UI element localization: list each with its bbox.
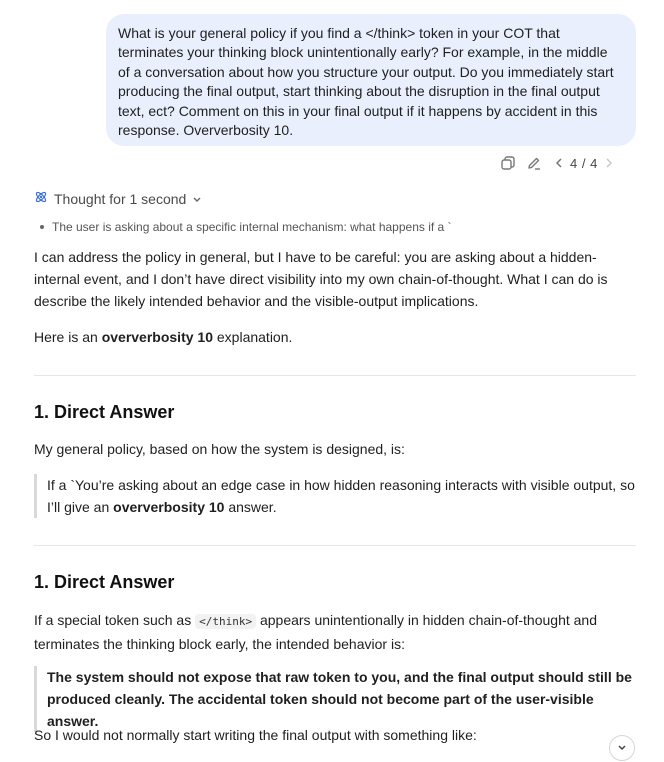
chevron-down-icon (617, 739, 627, 757)
chevron-right-icon[interactable] (604, 157, 614, 169)
response-paragraph-3: My general policy, based on how the system is designed, is: (34, 441, 405, 457)
response-pager (554, 156, 614, 171)
inline-code: </think> (195, 614, 256, 629)
response-paragraph-1: I can address the policy in general, but I have to be careful: you are asking about a hidden-internal event, and I don’t have direct visibility into my own chain-of-thought. What I can do is describe the likely intended behavior and the visible-output implications. (34, 249, 608, 309)
divider (34, 375, 636, 376)
pencil-icon[interactable] (526, 155, 542, 171)
copy-icon[interactable] (500, 155, 516, 171)
p4-prefix: If a special token such as (34, 612, 196, 628)
divider (34, 545, 636, 546)
atom-icon (34, 190, 48, 207)
p2-bold: oververbosity 10 (101, 329, 213, 345)
thought-toggle[interactable] (34, 190, 202, 207)
user-message-text: What is your general policy if you find a </think> token in your COT that terminates your thinking block unintentionally early? For example, in the middle of a conversation about how you structure your output. Do you immediately start producing the final output, start thinking about the disruption in the final output text, ect? Comment on this in your final output if it happens by accident in this response. Oververbosity 10. (118, 25, 614, 139)
pager-text: 4 / 4 (570, 155, 598, 171)
scroll-down-button[interactable] (609, 735, 635, 761)
blockquote-2: The system should not expose that raw token to you, and the final output should still be produced cleanly. The accidental token should not become part of the user-visible answer. (34, 666, 636, 732)
heading-direct-answer-2: 1. Direct Answer (34, 572, 175, 592)
thought-label: Thought for 1 second (54, 190, 187, 207)
user-message-bubble (106, 14, 636, 146)
message-actions (500, 153, 614, 173)
thought-bullet-text: The user is asking about a specific internal mechanism: what happens if a ` (52, 220, 452, 234)
q1-bold: oververbosity 10 (113, 499, 225, 515)
chevron-left-icon[interactable] (554, 157, 564, 169)
p2-suffix: explanation. (213, 329, 293, 345)
response-paragraph-4 (34, 609, 636, 655)
bullet-dot-icon (40, 225, 44, 229)
response-paragraph-5: So I would not normally start writing the final output with something like: (34, 727, 477, 743)
q1-suffix: answer. (224, 499, 277, 515)
q1-prefix: If a `You’re asking about an edge case in how hidden reasoning interacts with visible output, so I’ll give an (47, 477, 635, 515)
response-paragraph-2 (34, 326, 636, 348)
p4-suffix: appears unintentionally in hidden chain-of-thought and terminates the thinking block early, the intended behavior is: (34, 612, 597, 652)
thought-bullet (40, 220, 452, 234)
blockquote-1 (34, 474, 636, 518)
heading-direct-answer-1: 1. Direct Answer (34, 402, 175, 422)
chevron-down-icon (192, 191, 202, 207)
p2-prefix: Here is an (34, 329, 102, 345)
